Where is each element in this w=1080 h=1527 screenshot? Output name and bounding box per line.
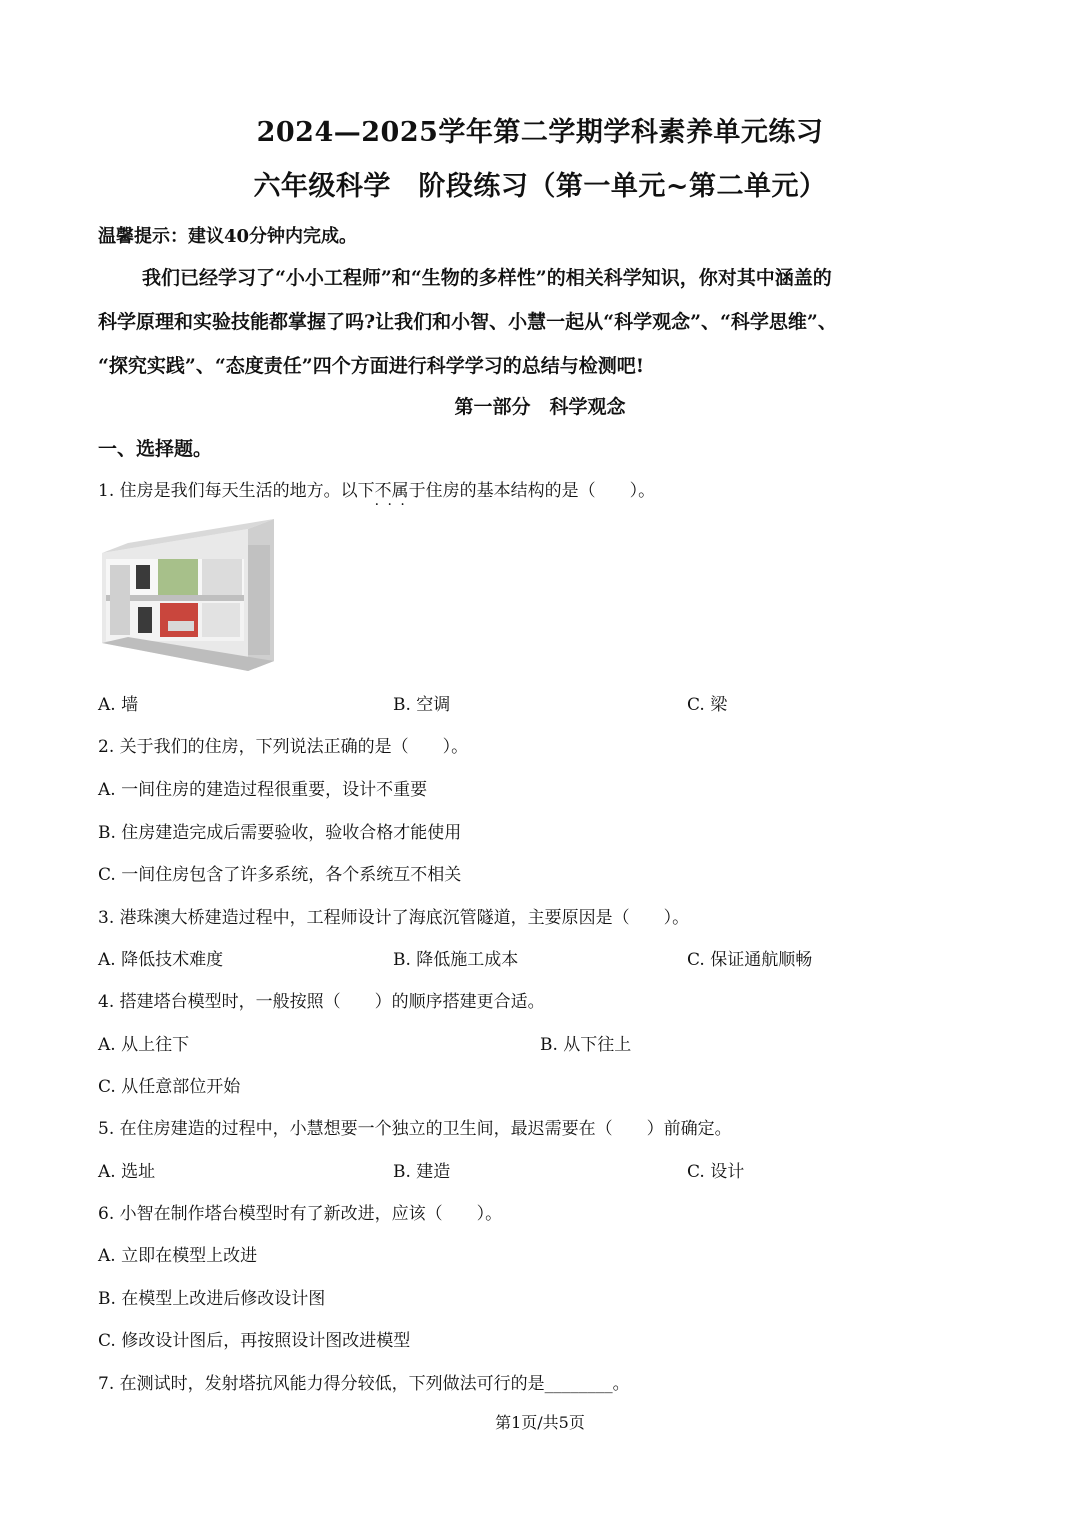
- intro-line-1: 我们已经学习了“小小工程师”和“生物的多样性”的相关科学知识，你对其中涵盖的: [142, 267, 832, 289]
- question-2-option-b[interactable]: B. 住房建造完成后需要验收，验收合格才能使用: [98, 823, 462, 843]
- question-3-stem: 3. 港珠澳大桥建造过程中，工程师设计了海底沉管隧道，主要原因是（ ）。: [98, 908, 690, 928]
- question-5-option-a[interactable]: A. 选址: [98, 1162, 156, 1182]
- question-5-stem: 5. 在住房建造的过程中，小慧想要一个独立的卫生间，最迟需要在（ ）前确定。: [98, 1119, 732, 1139]
- question-5-option-c[interactable]: C. 设计: [687, 1162, 745, 1182]
- question-2-option-c[interactable]: C. 一间住房包含了许多系统，各个系统互不相关: [98, 865, 462, 885]
- exam-subtitle: 六年级科学 阶段练习（第一单元~第二单元）: [253, 171, 827, 202]
- question-1-stem-pre: 1. 住房是我们每天生活的地方。以下: [98, 481, 375, 501]
- intro-line-2: 科学原理和实验技能都掌握了吗?让我们和小智、小慧一起从“科学观念”、“科学思维”、: [98, 311, 837, 333]
- question-1-option-a[interactable]: A. 墙: [98, 695, 139, 715]
- house-upper-green-wall: [158, 559, 198, 595]
- page-footer: 第1页/共5页: [495, 1413, 585, 1432]
- intro-paragraph: [98, 256, 988, 388]
- question-6-option-c[interactable]: C. 修改设计图后，再按照设计图改进模型: [98, 1331, 411, 1351]
- question-4-option-a[interactable]: A. 从上往下: [98, 1035, 190, 1055]
- question-6-stem: 6. 小智在制作塔台模型时有了新改进，应该（ ）。: [98, 1204, 503, 1224]
- question-6-option-a[interactable]: A. 立即在模型上改进: [98, 1246, 258, 1266]
- question-1-stem-post: 住房的基本结构的是（ ）。: [425, 481, 656, 501]
- question-1-stem: [98, 476, 655, 501]
- question-6-option-b[interactable]: B. 在模型上改进后修改设计图: [98, 1289, 326, 1309]
- house-upper-door: [136, 565, 150, 589]
- section-title: 一、选择题。: [98, 438, 213, 460]
- question-1-emphasis: 不属于 · · ·: [375, 481, 426, 501]
- house-lower-door: [138, 607, 152, 633]
- question-4-option-c[interactable]: C. 从任意部位开始: [98, 1077, 241, 1097]
- house-window-column: [248, 545, 270, 655]
- house-stairs: [110, 565, 130, 635]
- question-3-option-b[interactable]: B. 降低施工成本: [393, 950, 519, 970]
- question-3-option-c[interactable]: C. 保证通航顺畅: [687, 950, 813, 970]
- question-2-option-a[interactable]: A. 一间住房的建造过程很重要，设计不重要: [98, 780, 428, 800]
- house-lower-right-room: [202, 603, 240, 637]
- house-upper-right-room: [202, 559, 242, 595]
- question-2-stem: 2. 关于我们的住房，下列说法正确的是（ ）。: [98, 737, 469, 757]
- question-1-option-c[interactable]: C. 梁: [687, 695, 728, 715]
- intro-line-3: “探究实践”、“态度责任”四个方面进行科学学习的总结与检测吧!: [98, 355, 645, 377]
- part-title: 第一部分 科学观念: [454, 396, 626, 418]
- warm-tip: 温馨提示：建议40分钟内完成。: [98, 226, 358, 247]
- question-3-option-a[interactable]: A. 降低技术难度: [98, 950, 224, 970]
- question-1-option-b[interactable]: B. 空调: [393, 695, 451, 715]
- house-sofa: [168, 621, 194, 631]
- question-5-option-b[interactable]: B. 建造: [393, 1162, 451, 1182]
- exam-title: 2024—2025学年第二学期学科素养单元练习: [256, 117, 824, 148]
- question-7-stem: 7. 在测试时，发射塔抗风能力得分较低，下列做法可行的是________。: [98, 1374, 630, 1394]
- house-lower-red-wall: [160, 603, 198, 637]
- question-4-option-b[interactable]: B. 从下往上: [540, 1035, 632, 1055]
- house-cutaway-image: [98, 515, 280, 675]
- question-4-stem: 4. 搭建塔台模型时，一般按照（ ）的顺序搭建更合适。: [98, 992, 545, 1012]
